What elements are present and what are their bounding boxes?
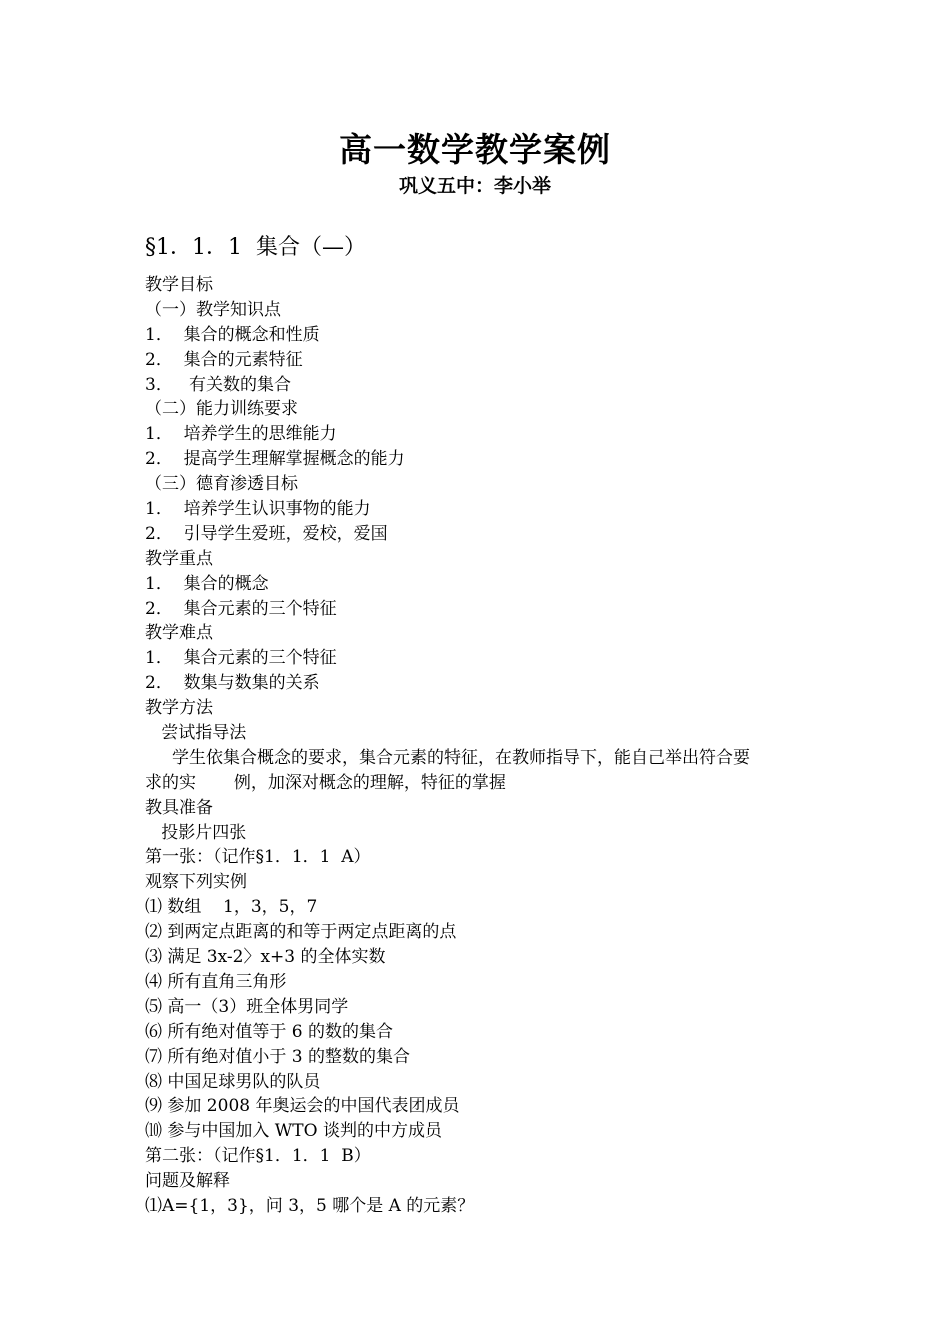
document-author: 巩义五中：李小举 bbox=[398, 175, 551, 197]
text-line: 教学目标 bbox=[145, 275, 213, 295]
text-line: 观察下列实例 bbox=[145, 872, 247, 893]
text-line: ⑴ 数组 1，3，5，7 bbox=[145, 897, 318, 918]
text-line: 1． 集合的概念 bbox=[145, 573, 269, 594]
text-line: ⑸ 高一（3）班全体男同学 bbox=[145, 996, 349, 1017]
text-line: 教学重点 bbox=[145, 548, 213, 569]
text-line: ⑷ 所有直角三角形 bbox=[145, 971, 287, 992]
text-line: 2． 集合的元素特征 bbox=[145, 349, 303, 370]
text-line: （二）能力训练要求 bbox=[145, 399, 298, 420]
text-line: 第二张：（记作§1．1．1 B） bbox=[145, 1146, 371, 1167]
text-line: ⑺ 所有绝对值小于 3 的整数的集合 bbox=[145, 1046, 411, 1067]
text-line: 投影片四张 bbox=[145, 822, 247, 843]
text-line: 1． 培养学生的思维能力 bbox=[145, 424, 337, 445]
text-line: 学生依集合概念的要求，集合元素的特征，在教师指导下，能自己举出符合要 bbox=[145, 747, 751, 768]
text-line: 1． 集合的概念和性质 bbox=[145, 324, 320, 345]
text-line: ⑼ 参加 2008 年奥运会的中国代表团成员 bbox=[145, 1096, 460, 1117]
text-line: 3． 有关数的集合 bbox=[145, 374, 292, 395]
text-line: ⑴A={1，3}，问 3，5 哪个是 A 的元素？ bbox=[145, 1195, 475, 1216]
text-line: 第一张：（记作§1．1．1 A） bbox=[145, 847, 371, 868]
text-line: 2． 集合元素的三个特征 bbox=[145, 598, 337, 619]
text-line: （一）教学知识点 bbox=[145, 299, 281, 320]
text-line: ⑹ 所有绝对值等于 6 的数的集合 bbox=[145, 1021, 394, 1042]
text-line: ⑶ 满足 3x-2〉x+3 的全体实数 bbox=[145, 947, 386, 968]
text-line: 尝试指导法 bbox=[145, 723, 247, 744]
text-line: 问题及解释 bbox=[145, 1171, 230, 1192]
text-line: 求的实 例，加深对概念的理解，特征的掌握 bbox=[145, 772, 506, 793]
text-line: 1． 集合元素的三个特征 bbox=[145, 648, 337, 669]
text-line: 2． 数集与数集的关系 bbox=[145, 673, 320, 694]
text-line: ⑻ 中国足球男队的队员 bbox=[145, 1071, 321, 1092]
section-heading: §1．1．1 集合（—） bbox=[145, 235, 366, 260]
text-line: 教学方法 bbox=[145, 698, 213, 719]
text-line: 1． 培养学生认识事物的能力 bbox=[145, 499, 371, 520]
text-line: 2． 引导学生爱班，爱校，爱国 bbox=[145, 523, 388, 544]
text-line: ⑽ 参与中国加入 WTO 谈判的中方成员 bbox=[145, 1121, 442, 1142]
text-line: 2． 提高学生理解掌握概念的能力 bbox=[145, 449, 405, 470]
text-line: 教学难点 bbox=[145, 623, 213, 644]
document-title: 高一数学教学案例 bbox=[339, 130, 611, 169]
document-body bbox=[145, 273, 825, 1219]
text-line: 教具准备 bbox=[145, 797, 213, 818]
text-line: （三）德育渗透目标 bbox=[145, 474, 298, 495]
text-line: ⑵ 到两定点距离的和等于两定点距离的点 bbox=[145, 922, 457, 943]
